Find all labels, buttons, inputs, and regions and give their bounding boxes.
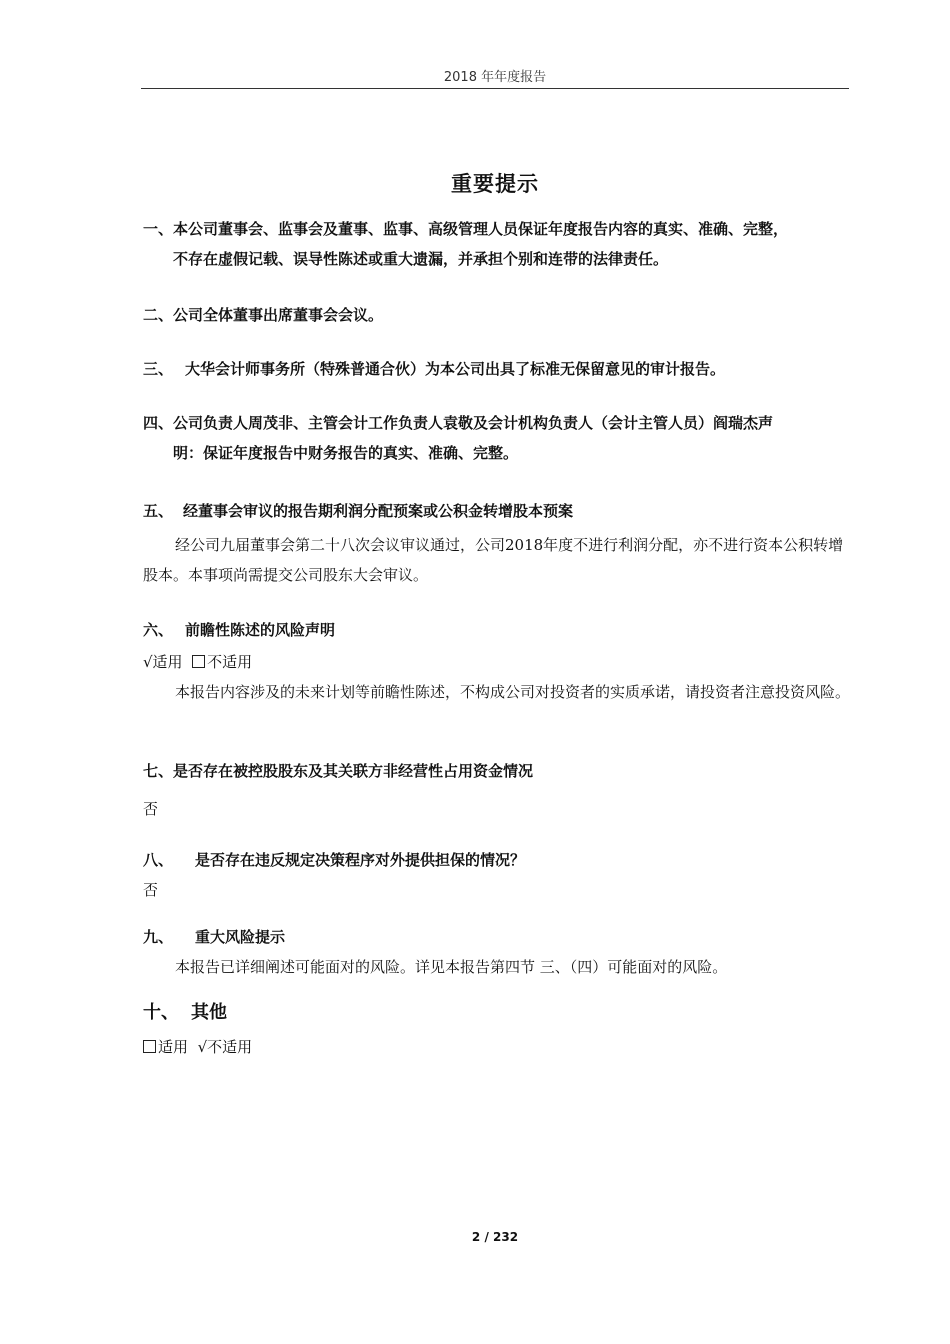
- section-heading: 是否存在被控股股东及其关联方非经营性占用资金情况: [173, 762, 534, 780]
- section-body: 本报告已详细阐述可能面对的风险。详见本报告第四节 三、（四）可能面对的风险。: [175, 958, 728, 976]
- applicable-option: 适用: [158, 1038, 189, 1056]
- page-number: 2 / 232: [471, 1230, 519, 1244]
- section-body: 本报告内容涉及的未来计划等前瞻性陈述，不构成公司对投资者的实质承诺，请投资者注意投资风险。: [175, 683, 851, 701]
- section-8: [143, 845, 851, 905]
- running-header: 2018 年年度报告: [443, 70, 547, 85]
- section-number: 一、: [143, 220, 174, 238]
- empty-checkbox-icon: [192, 655, 205, 668]
- applicability-options: [143, 1032, 851, 1062]
- section-7: [143, 756, 851, 824]
- not-applicable-option: 不适用: [207, 653, 253, 671]
- section-answer: 否: [143, 800, 159, 818]
- section-heading: 前瞻性陈述的风险声明: [185, 621, 336, 639]
- section-number: 六、: [143, 621, 174, 639]
- section-number: 十、: [143, 1002, 179, 1023]
- not-applicable-option: √不适用: [197, 1038, 253, 1056]
- section-number: 七、: [143, 762, 174, 780]
- section-text: 公司负责人周茂非、主管会计工作负责人袁敬及会计机构负责人（会计主管人员）阎瑞杰声: [173, 414, 774, 432]
- section-2: [143, 300, 851, 330]
- section-heading: 重大风险提示: [195, 928, 286, 946]
- section-text: 本公司董事会、监事会及董事、监事、高级管理人员保证年度报告内容的真实、准确、完整，: [173, 220, 789, 238]
- section-text: 大华会计师事务所（特殊普通合伙）为本公司出具了标准无保留意见的审计报告。: [185, 360, 726, 378]
- section-4: [143, 408, 851, 468]
- section-number: 四、: [143, 414, 174, 432]
- section-heading: 其他: [191, 1002, 227, 1023]
- section-text-continued: 明：保证年度报告中财务报告的真实、准确、完整。: [173, 444, 519, 462]
- section-5: [143, 496, 851, 590]
- section-3: [143, 354, 851, 384]
- section-body: 经公司九届董事会第二十八次会议审议通过，公司2018年度不进行利润分配，亦不进行资本公积转增股本。本事项尚需提交公司股东大会审议。: [143, 536, 844, 584]
- section-6: [143, 615, 851, 707]
- empty-checkbox-icon: [143, 1040, 156, 1053]
- section-heading: 经董事会审议的报告期利润分配预案或公积金转增股本预案: [183, 502, 574, 520]
- section-1: [143, 214, 851, 274]
- section-number: 二、: [143, 306, 174, 324]
- section-number: 九、: [143, 928, 174, 946]
- section-text-continued: 不存在虚假记载、误导性陈述或重大遗漏，并承担个别和连带的法律责任。: [173, 250, 669, 268]
- section-9: [143, 922, 851, 982]
- applicable-option: √适用: [143, 653, 183, 671]
- section-number: 五、: [143, 502, 174, 520]
- applicability-options: [143, 647, 851, 677]
- section-heading: 是否存在违反规定决策程序对外提供担保的情况？: [195, 851, 526, 869]
- section-number: 八、: [143, 851, 174, 869]
- section-number: 三、: [143, 360, 174, 378]
- section-text: 公司全体董事出席董事会会议。: [173, 306, 384, 324]
- header-divider: [141, 88, 849, 89]
- section-answer: 否: [143, 881, 159, 899]
- page-title: 重要提示: [451, 172, 539, 196]
- section-10: [143, 998, 851, 1062]
